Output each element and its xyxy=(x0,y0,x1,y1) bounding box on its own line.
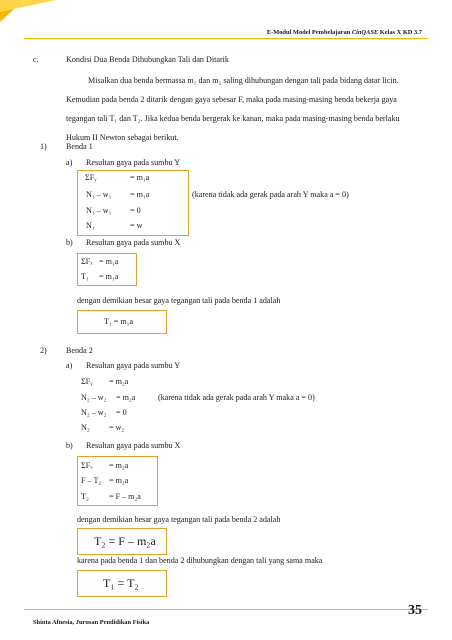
equation-lhs: T₂ xyxy=(81,492,89,501)
equation-lhs: ΣFₓ xyxy=(81,257,93,266)
header-brand: CinQASE xyxy=(351,29,379,36)
relation-text: karena pada benda 1 dan benda 2 dihubungkan dengan tali yang sama maka xyxy=(77,556,323,565)
benda2-b-marker: b) xyxy=(66,441,73,450)
benda1-a-title: Resultan gaya pada sumbu Y xyxy=(86,158,181,167)
equation-rhs: = 0 xyxy=(130,206,141,215)
equation-rhs: = 0 xyxy=(116,408,127,417)
intro-line-4: Hukum II Newton sebagai berikut. xyxy=(66,133,179,142)
equation-rhs: = m₂a xyxy=(109,461,129,470)
equation-lhs: ΣFᵧ xyxy=(85,173,97,182)
equation-rhs: = m₂a xyxy=(116,393,136,402)
benda2-a-title: Resultan gaya pada sumbu Y xyxy=(86,361,181,370)
footer-divider xyxy=(24,609,428,610)
equation-rhs: = m₁a xyxy=(99,257,119,266)
equation-rhs: = w xyxy=(130,221,143,230)
corner-decoration-light xyxy=(0,0,56,12)
equation-rhs: = m₂a xyxy=(109,377,129,386)
page-header xyxy=(267,29,422,36)
section-marker: c. xyxy=(33,55,39,64)
equation-rhs: = m₁a xyxy=(99,272,119,281)
equation-rhs: = m₁a xyxy=(130,173,150,182)
header-divider xyxy=(24,38,428,39)
benda2-title: Benda 2 xyxy=(66,346,93,355)
section-title: Kondisi Dua Benda Dihubungkan Tali dan Ditarik xyxy=(66,55,229,64)
benda2-conclusion: dengan demikian besar gaya tegangan tali pada benda 2 adalah xyxy=(77,515,281,524)
equation-rhs: = m₂a xyxy=(109,476,129,485)
equation-lhs: N₂ – w₂ xyxy=(81,408,107,417)
equation-lhs: N₁ xyxy=(86,221,95,230)
equation-lhs: N₁ – w₁ xyxy=(86,190,112,199)
header-suffix: Kelas X KD 3.7 xyxy=(378,29,422,36)
equation-lhs: T₁ xyxy=(81,272,89,281)
equation-lhs: ΣFₓ xyxy=(81,461,93,470)
benda2-b-title: Resultan gaya pada sumbu X xyxy=(86,441,181,450)
equation-lhs: N₂ – w₂ xyxy=(81,393,107,402)
benda1-title: Benda 1 xyxy=(66,142,93,151)
intro-line-3: tegangan tali T₁ dan T₂. Jika kedua benda bergerak ke kanan, maka pada masing-masing benda berlaku xyxy=(66,114,400,123)
equation-rhs: = F – m₂a xyxy=(109,492,141,501)
equation-lhs: F – T₂ xyxy=(81,476,102,485)
relation-result: T₁ = T₂ xyxy=(103,576,139,590)
footer-author: Shinta Afnesia, Jurusan Pendidikan Fisika xyxy=(33,619,150,626)
benda1-a-marker: a) xyxy=(66,158,73,167)
equation-lhs: N₂ xyxy=(81,423,90,432)
benda2-a-marker: a) xyxy=(66,361,73,370)
benda2-result: T₂ = F – m₂a xyxy=(94,534,156,548)
equation-rhs: = w₂ xyxy=(109,423,125,432)
equation-rhs: = m₁a xyxy=(130,190,150,199)
equation-lhs: ΣFᵧ xyxy=(81,377,93,386)
page-number: 35 xyxy=(408,603,422,618)
benda1-marker: 1) xyxy=(40,142,47,151)
benda1-y-note: (karena tidak ada gerak pada arah Y maka a = 0) xyxy=(192,190,349,199)
benda1-conclusion: dengan demikian besar gaya tegangan tali pada benda 1 adalah xyxy=(77,296,281,305)
benda1-result: T₁ = m₁a xyxy=(104,317,134,326)
benda2-y-note: (karena tidak ada gerak pada arah Y maka a = 0) xyxy=(158,393,315,402)
benda1-b-marker: b) xyxy=(66,238,73,247)
benda2-marker: 2) xyxy=(40,346,47,355)
intro-line-1: Misalkan dua benda bermassa m₁ dan m₂ saling dihubungan dengan tali pada bidang datar licin. xyxy=(88,76,399,85)
intro-line-2: Kemudian pada benda 2 ditarik dengan gaya sebesar F, maka pada masing-masing benda bekerja gaya xyxy=(66,95,397,104)
benda1-b-title: Resultan gaya pada sumbu X xyxy=(86,238,181,247)
equation-lhs: N₁ – w₁ xyxy=(86,206,112,215)
header-prefix: E-Modul Model Pembelajaran xyxy=(266,29,352,36)
intro-paragraph xyxy=(66,71,422,147)
